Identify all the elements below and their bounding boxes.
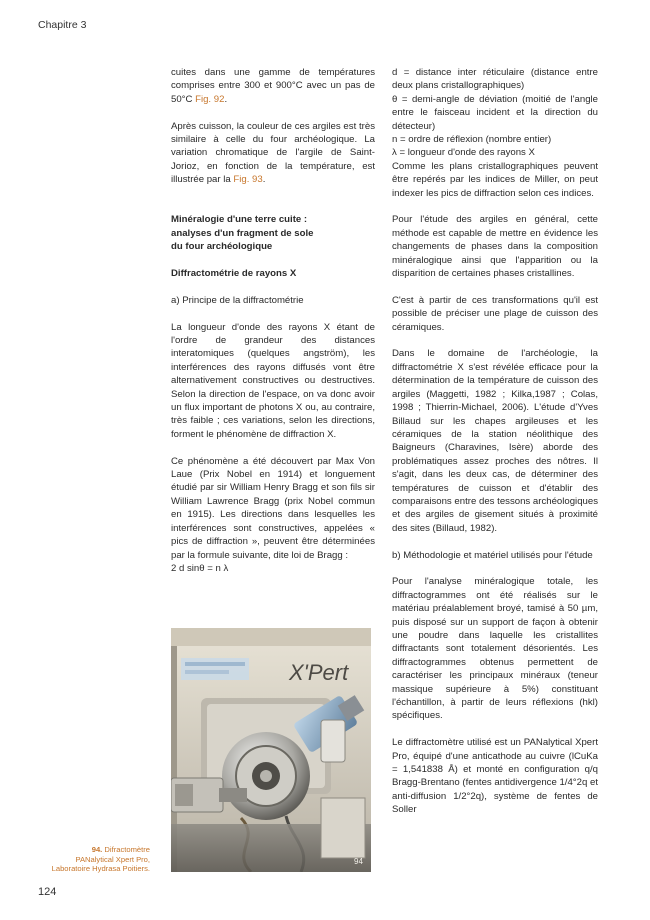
paragraph: Le diffractomètre utilisé est un PANalytical Xpert Pro, équipé d'une anticathode au cuivre (lCuKa = 1,541838 Å) et monté en configuration q/q Bragg-Brentano (fentes antidivergence 1/4°2q et anti-diffusion 1/2°2q), système de fentes de Soller (392, 737, 598, 816)
paragraph: Après cuisson, la couleur de ces argiles est très similaire à celle du four archéologique. La variation chromatique de l'argile de Saint-Jorioz, en fonction de la température, est illustrée par la Fig. 93. (171, 120, 375, 186)
diffractometer-illustration (171, 628, 371, 872)
logo-stripe (185, 662, 245, 666)
section-title-line: Minéralogie d'une terre cuite : (171, 214, 308, 226)
paragraph: Comme les plans cristallographiques peuvent être repérés par les indices de Miller, on peut indexer les pics de diffraction selon ces indices. (392, 160, 598, 199)
figure-caption (40, 845, 150, 874)
paragraph: La longueur d'onde des rayons X étant de l'ordre de grandeur des distances interatomiques (quelques angström), les interférences des rayons diffusés vont être alternativement constructives ou destructives. Selon la direction de l'espace, on va donc avoir un flux important de photons X ou, au contraire, très faible ; ces variations, selon les directions, forment le phénomène de diffraction X. (171, 321, 375, 440)
page-number: 124 (38, 886, 57, 898)
section-title-line: analyses d'un fragment de sole (171, 227, 314, 239)
bragg-formula: 2 d sinθ = n λ (171, 562, 229, 574)
figure-reference[interactable]: Fig. 93 (233, 174, 263, 186)
paragraph: C'est à partir de ces transformations qu'il est possible de préciser une plage de cuisson des céramiques. (392, 294, 598, 333)
caption-line: Difractomètre (104, 845, 150, 854)
definition: n = ordre de réflexion (nombre entier) (392, 134, 552, 146)
paragraph: Dans le domaine de l'archéologie, la diffractométrie X s'est révélée efficace pour la détermination de la température de cuisson des argiles (Maggetti, 1982 ; Kilka,1987 ; Colas, 1998 ; Thierrin-Michael, 2006). L'étude d'Yves Billaud sur les chapes argileuses et les céramiques de la station néolithique des Baigneurs (Charavines, Isère) aborde des problématiques assez proches des nôtres. Il s'agit, dans les deux cas, de déterminer des températures de cuisson et d'établir des comparaisons entre des tessons archéologiques et des argiles de gisement situés à proximité des sites (Billaud, 1982). (392, 348, 598, 534)
diffractometer-photo (171, 628, 371, 872)
paragraph: Pour l'analyse minéralogique totale, les diffractogrammes ont été réalisés sur le matériau préalablement broyé, tamisé à 50 µm, puis disposé sur un support de façon à obtenir une poudre dans laquelle les cristallites diffractants sont totalement désorientés. Les diffractogrammes obtenus permettent de caractériser les principaux minéraux (teneur massique supérieure à 5%) constituant l'échantillon, à partir de leurs réflexions (hkl) spécifiques. (392, 576, 598, 722)
caption-line: Laboratoire Hydrasa Poitiers. (51, 864, 150, 874)
subheading-a: a) Principe de la diffractométrie (171, 294, 304, 306)
definition: θ = demi-angle de déviation (moitié de l'angle entre le faisceau incident et la direction du détecteur) (392, 93, 598, 132)
definition: λ = longueur d'onde des rayons X (392, 147, 535, 159)
paragraph: Ce phénomène a été découvert par Max Von Laue (Prix Nobel en 1914) et longuement étudié par sir William Henry Bragg et son fils sir William Lawrence Bragg (prix Nobel commun en 1915). Les directions dans lesquelles les interférences sont constructives, appelées « pics de diffraction », peuvent être déterminées par la formule suivante, dite loi de Bragg : (171, 455, 375, 561)
paragraph: cuites dans une gamme de températures comprises entre 300 et 900°C avec un pas de 50°C Fig. 92. (171, 67, 375, 105)
tube-collimator (219, 788, 247, 802)
subsection-title: Diffractométrie de rayons X (171, 268, 297, 280)
figure-reference[interactable]: Fig. 92 (195, 93, 225, 105)
subheading-b: b) Méthodologie et matériel utilisés pour l'étude (392, 549, 593, 561)
xpert-logo-text: X'Pert (289, 660, 349, 685)
logo-stripe (185, 670, 229, 674)
caption-number: 94. (91, 845, 103, 854)
cabinet-top (171, 628, 371, 646)
detector-mount (321, 720, 345, 762)
paragraph: Pour l'étude des argiles en général, cette méthode est capable de mettre en évidence les changements de phases dans la composition minéralogique ainsi que l'apparition ou la disparition de certaines phases cristallines. (392, 214, 598, 280)
sample-holder (260, 770, 272, 782)
section-title-line: du four archéologique (171, 241, 273, 253)
definition: d = distance inter réticulaire (distance entre deux plans cristallographiques) (392, 67, 598, 92)
photo-number: 94 (354, 857, 363, 866)
caption-line: PANalytical Xpert Pro, (75, 854, 150, 864)
logo-panel (181, 658, 249, 680)
side-module (321, 798, 365, 858)
right-column (392, 66, 598, 817)
left-column (171, 66, 375, 589)
tube-head (175, 784, 193, 806)
chapter-header: Chapitre 3 (38, 19, 87, 31)
